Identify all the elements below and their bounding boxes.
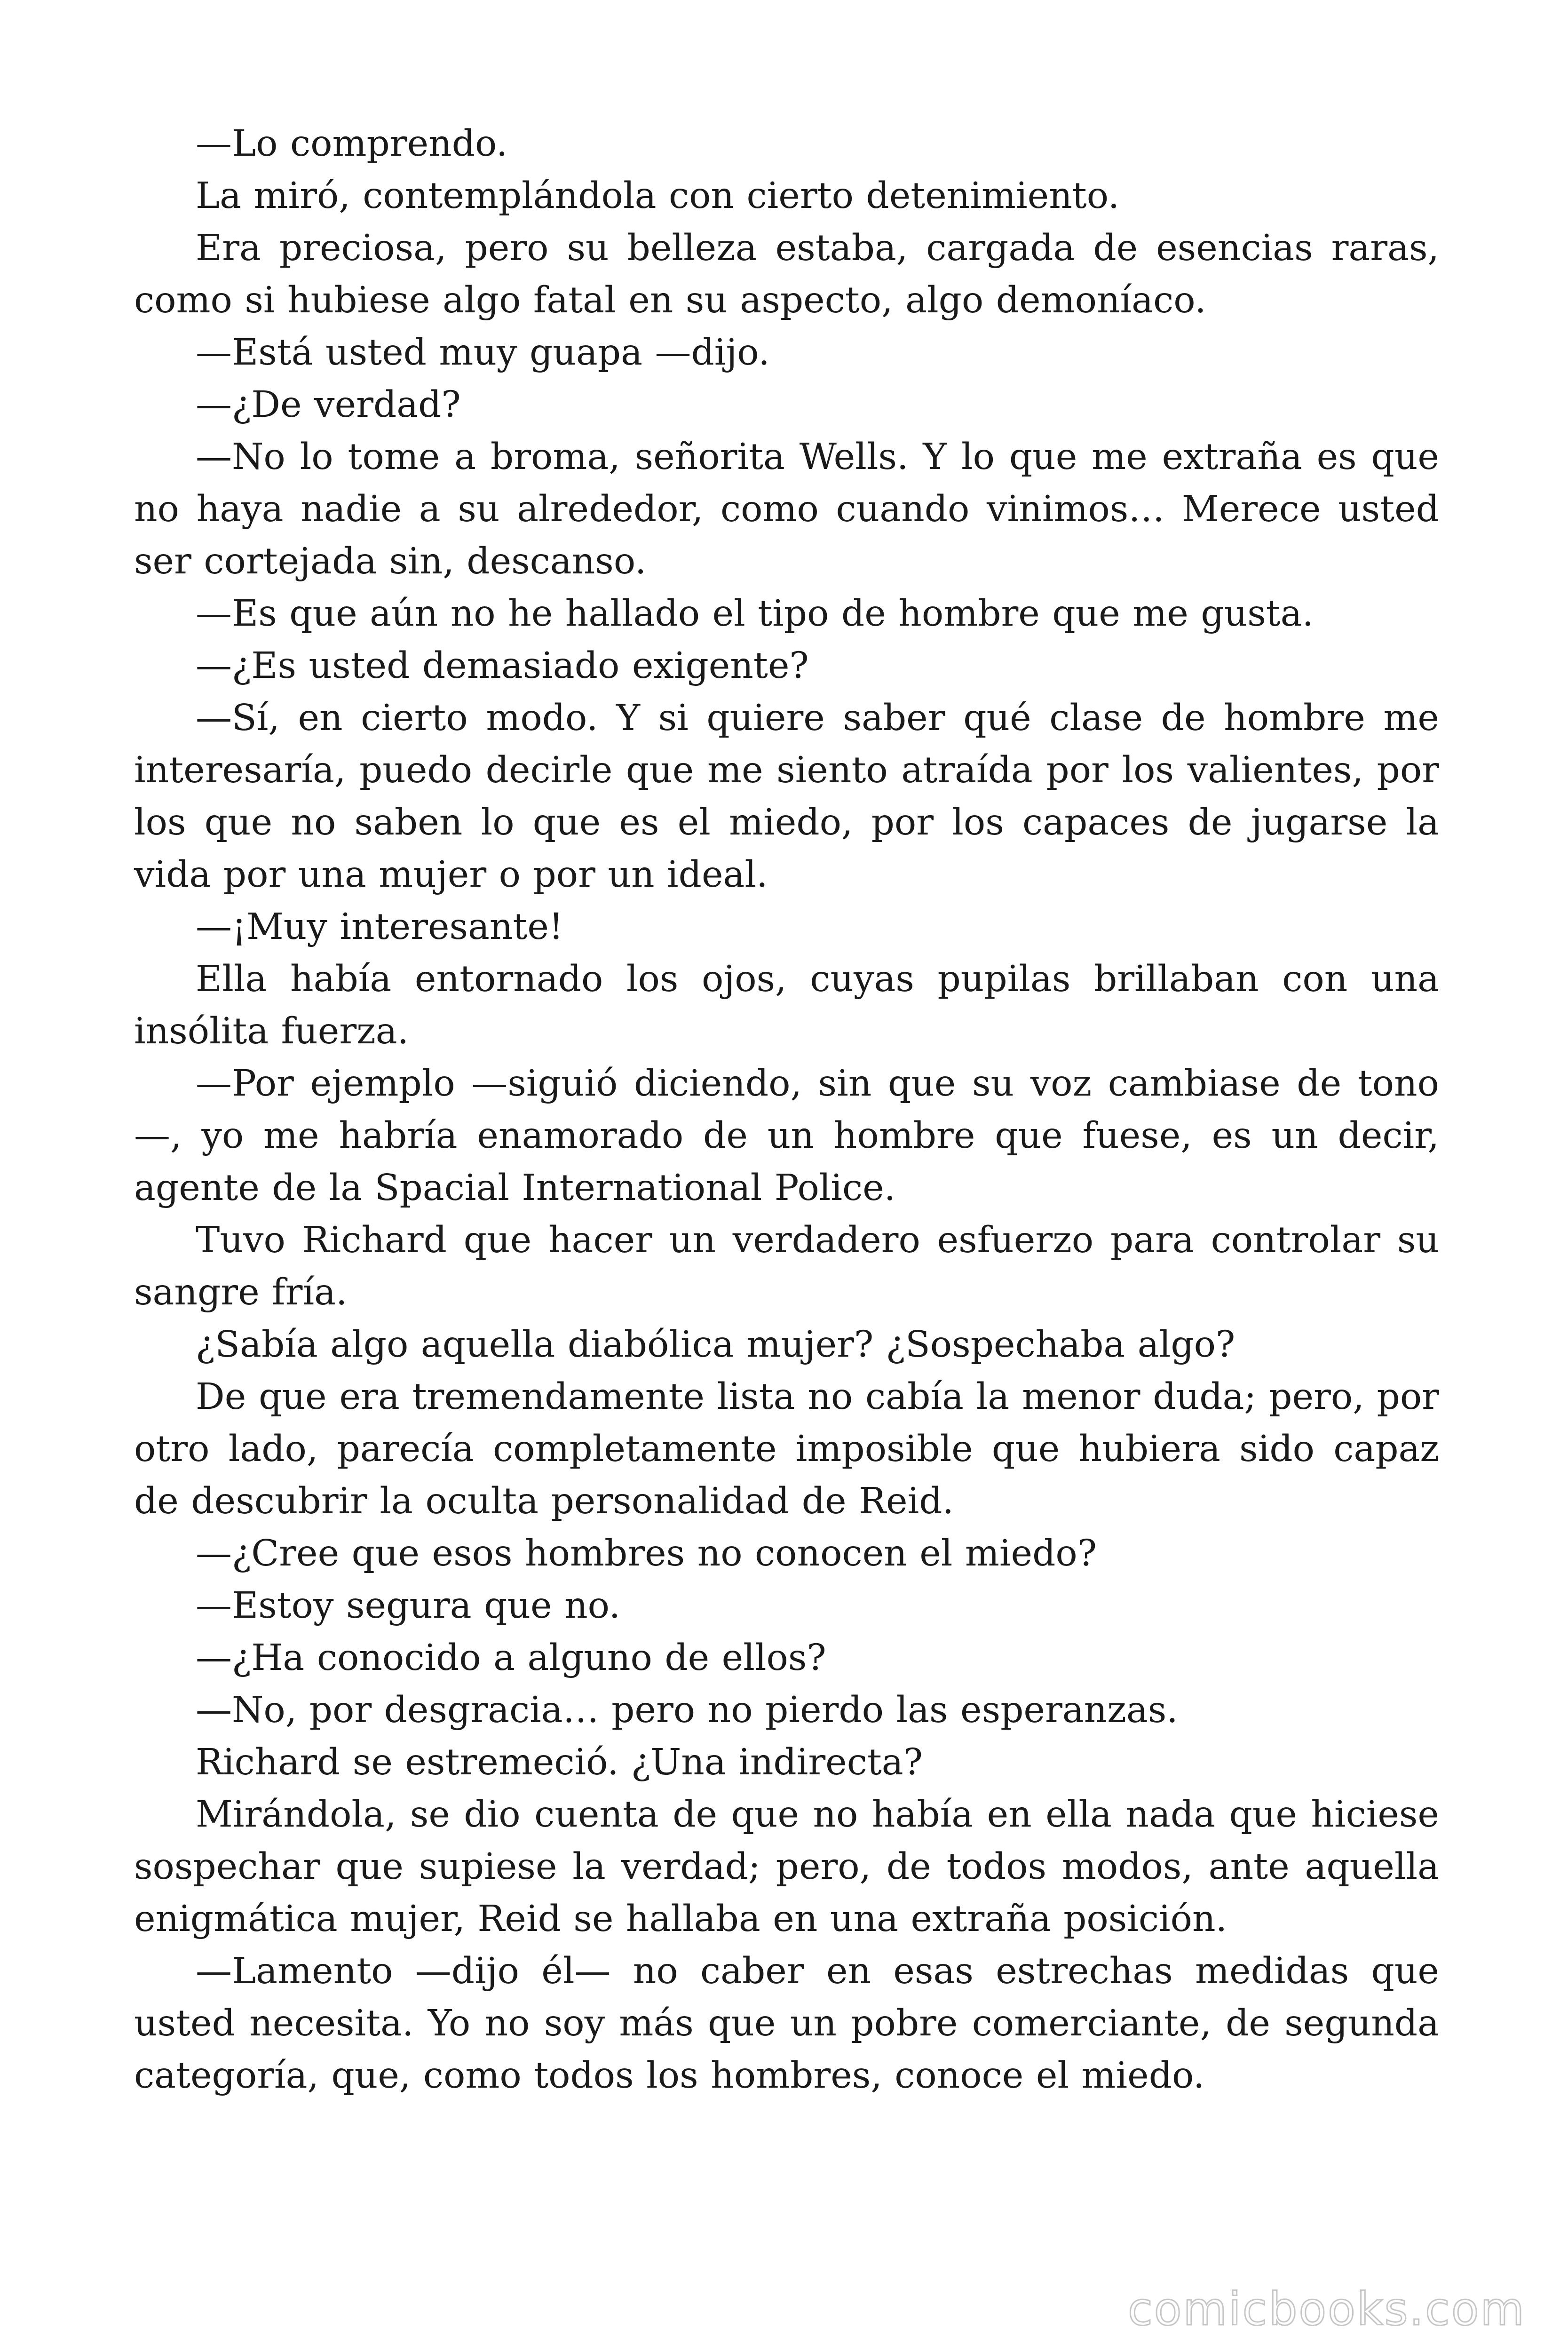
paragraph: —¿Cree que esos hombres no conocen el miedo? xyxy=(196,1533,1097,1574)
paragraph: Richard se estremeció. ¿Una indirecta? xyxy=(196,1741,923,1783)
paragraph: —No lo tome a broma, señorita Wells. Y lo que me extraña es que no haya nadie a su alrededor, como cuando vinimos… Merece usted ser cortejada sin, descanso. xyxy=(134,436,1439,582)
paragraph: —¿Ha conocido a alguno de ellos? xyxy=(196,1637,826,1679)
paragraph: —Es que aún no he hallado el tipo de hombre que me gusta. xyxy=(196,593,1314,635)
paragraph: ¿Sabía algo aquella diabólica mujer? ¿Sospechaba algo? xyxy=(196,1324,1235,1366)
paragraph: —¡Muy interesante! xyxy=(196,906,563,948)
watermark: comicbooks.com xyxy=(1127,2283,1526,2336)
paragraph: —Sí, en cierto modo. Y si quiere saber qué clase de hombre me interesaría, puedo decirle que me siento atraída por los valientes, por los que no saben lo que es el miedo, por los capaces de jugarse la vida por una mujer o por un ideal. xyxy=(134,697,1439,896)
paragraph: De que era tremendamente lista no cabía la menor duda; pero, por otro lado, parecía completamente imposible que hubiera sido capaz de descubrir la oculta personalidad de Reid. xyxy=(134,1376,1439,1522)
paragraph: —Lo comprendo. xyxy=(196,123,508,165)
paragraph: La miró, contemplándola con cierto detenimiento. xyxy=(196,175,1120,217)
paragraph: —Está usted muy guapa —dijo. xyxy=(196,332,770,373)
paragraph: —¿De verdad? xyxy=(196,384,461,426)
paragraph: —Estoy segura que no. xyxy=(196,1585,621,1627)
paragraph: Tuvo Richard que hacer un verdadero esfuerzo para controlar su sangre fría. xyxy=(134,1219,1439,1313)
paragraph: —Lamento —dijo él— no caber en esas estrechas medidas que usted necesita. Yo no soy más que un pobre comerciante, de segunda categoría, que, como todos los hombres, conoce el miedo. xyxy=(134,1950,1439,2097)
paragraph: —No, por desgracia… pero no pierdo las esperanzas. xyxy=(196,1689,1178,1731)
paragraph: Era preciosa, pero su belleza estaba, cargada de esencias raras, como si hubiese algo fatal en su aspecto, algo demoníaco. xyxy=(134,227,1439,321)
paragraph: —¿Es usted demasiado exigente? xyxy=(196,645,809,687)
page-body-text xyxy=(134,118,1439,2102)
paragraph: Ella había entornado los ojos, cuyas pupilas brillaban con una insólita fuerza. xyxy=(134,958,1439,1052)
paragraph: Mirándola, se dio cuenta de que no había en ella nada que hiciese sospechar que supiese la verdad; pero, de todos modos, ante aquella enigmática mujer, Reid se hallaba en una extraña posición. xyxy=(134,1794,1439,1940)
paragraph: —Por ejemplo —siguió diciendo, sin que su voz cambiase de tono—, yo me habría enamorado de un hombre que fuese, es un decir, agente de la Spacial International Police. xyxy=(134,1063,1439,1209)
